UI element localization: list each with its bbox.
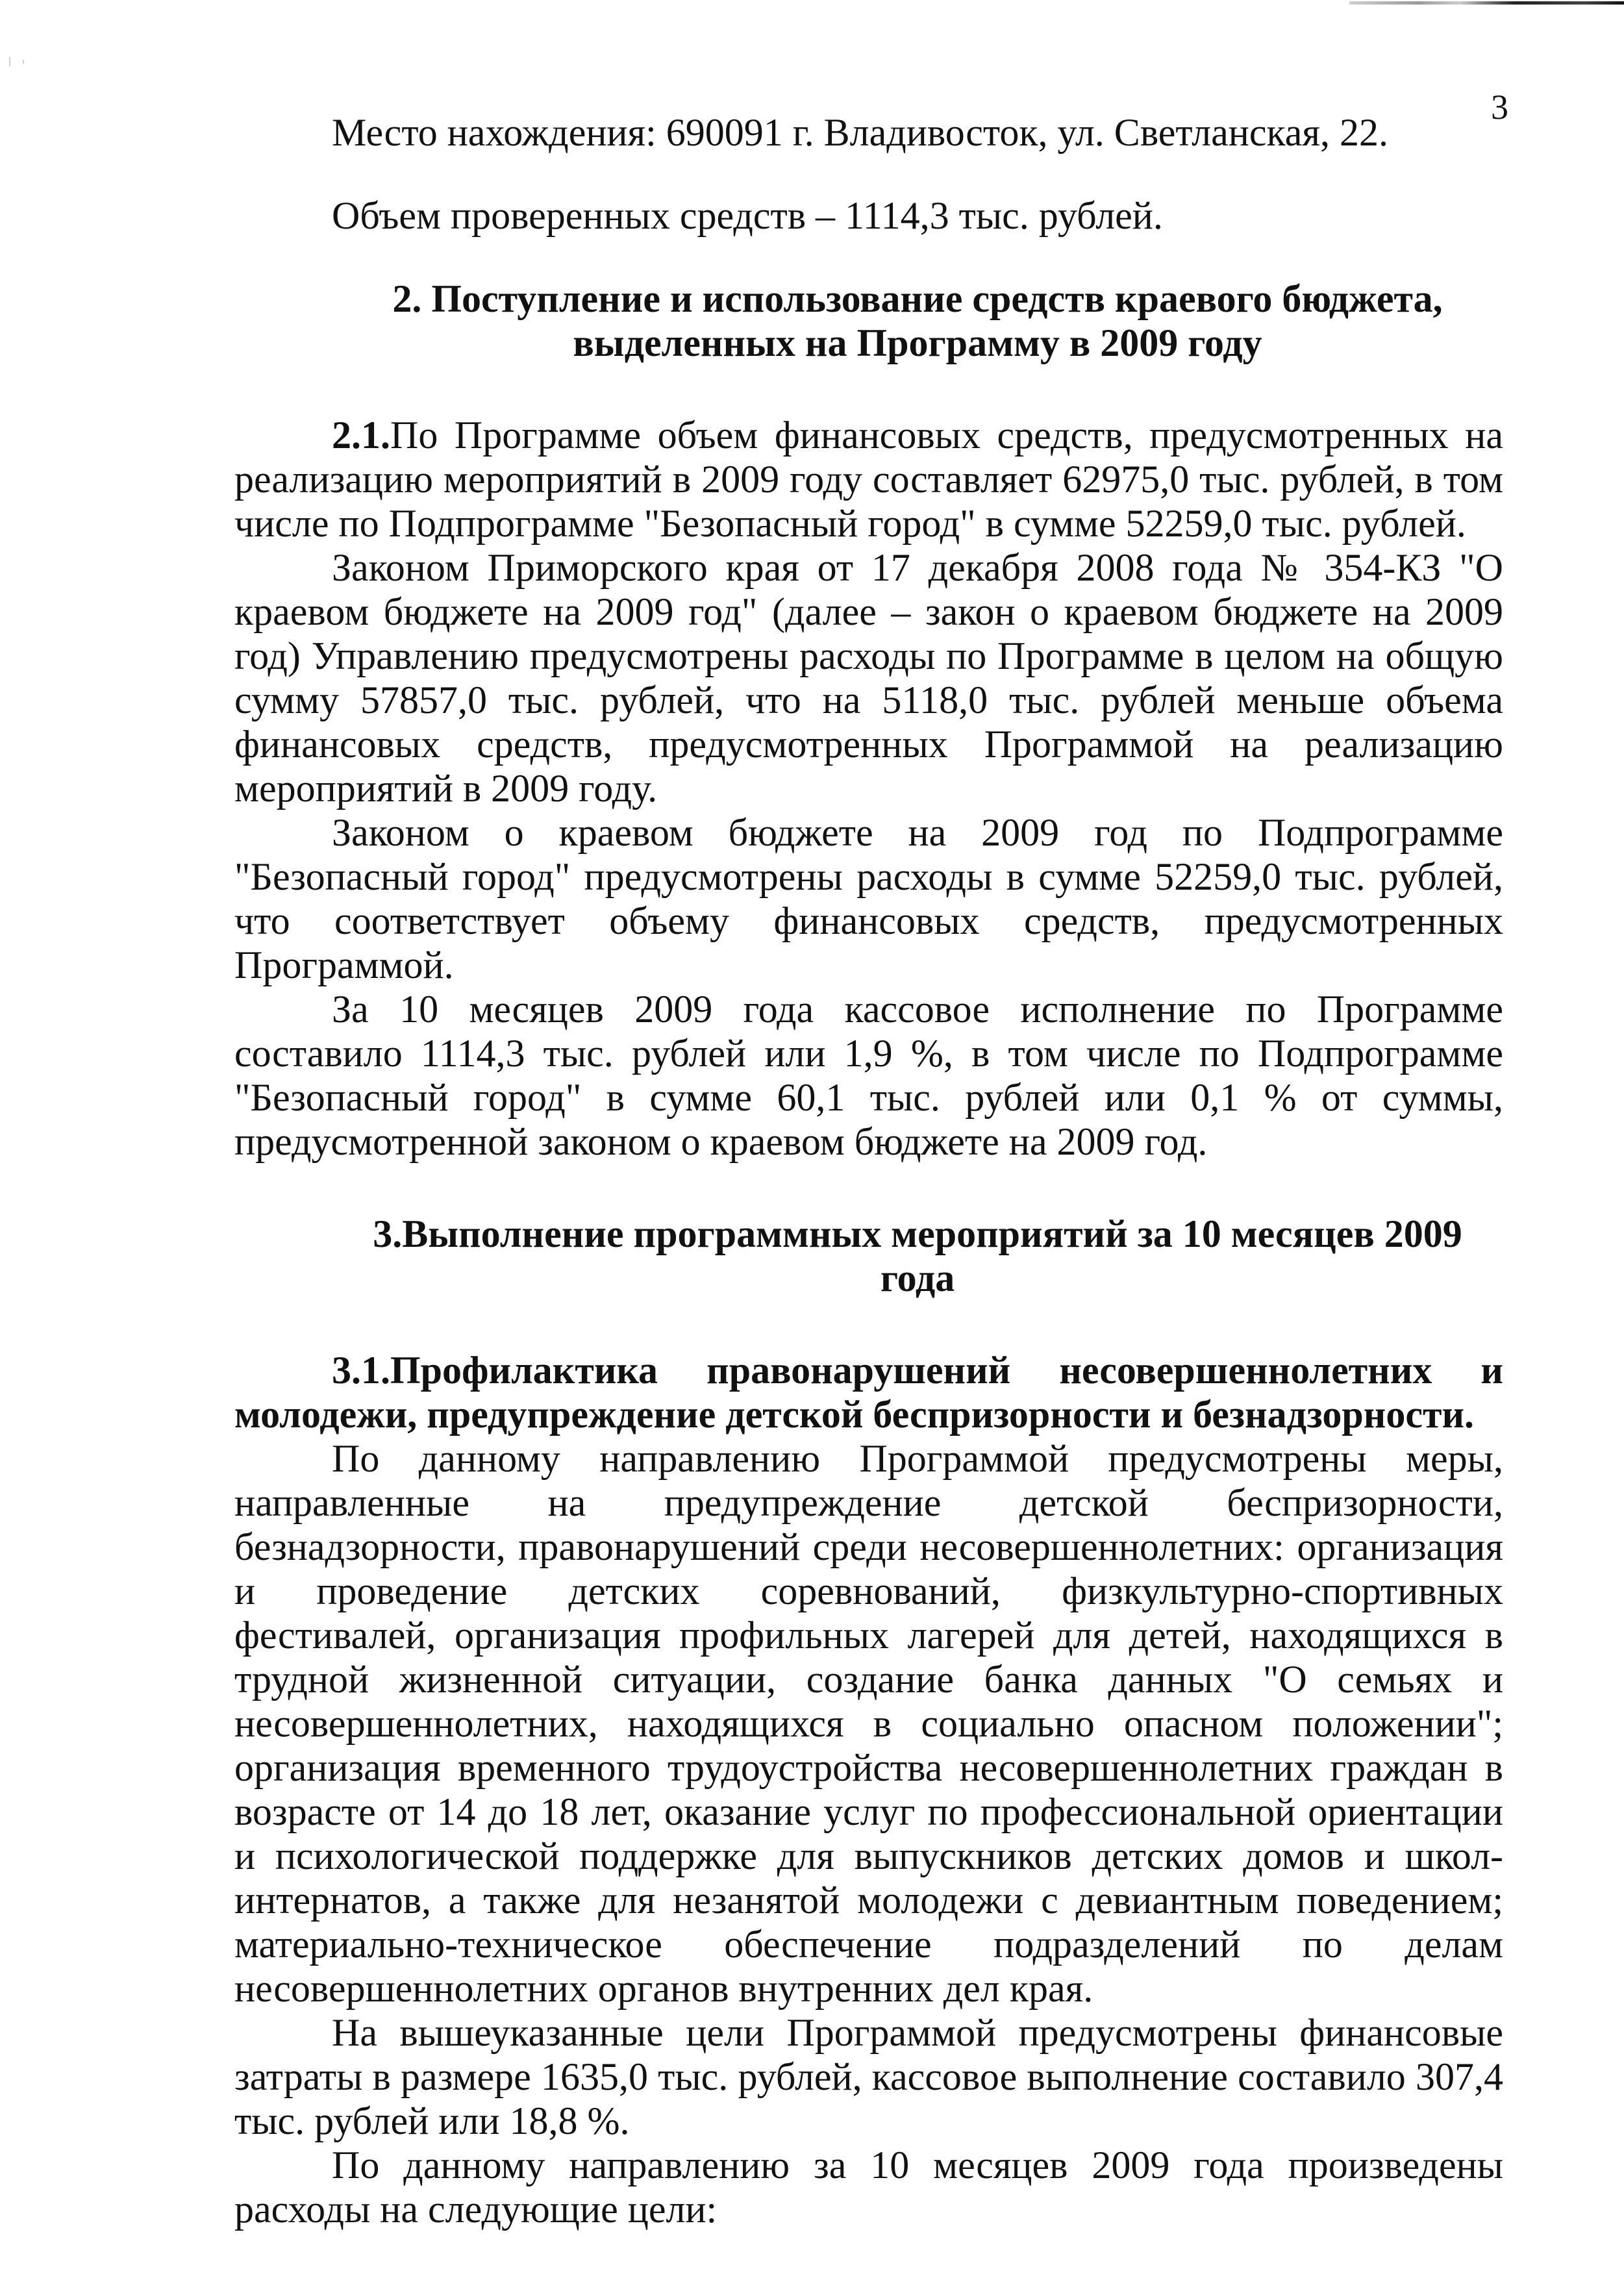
scan-speck bbox=[23, 60, 24, 64]
paragraph-number: 2.1. bbox=[332, 414, 390, 457]
paragraph-measures: По данному направлению Программой предусмотрены меры, направленные на предупреждение детской беспризорности, безнадзорности, правонарушений среди несовершеннолетних: организация и проведение детских соревнований, физкультурно-спортивных фестивалей, организация профильных лагерей для детей, находящихся в трудной жизненной ситуации, создание банка данных "О семьях и несовершеннолетних, находящихся в социально опасном положении"; организация временного трудоустройства несовершеннолетних граждан в возрасте от 14 до 18 лет, оказание услуг по профессиональной ориентации и психологической поддержке для выпускников детских домов и школ-интернатов, а также для незанятой молодежи с девиантным поведением; материально-техническое обеспечение подразделений по делам несовершеннолетних органов внутренних дел края. bbox=[234, 1437, 1503, 2010]
section-2-heading bbox=[234, 277, 1503, 365]
scan-edge-artifact bbox=[1349, 1, 1624, 5]
subsection-3-1-heading: 3.1.Профилактика правонарушений несовершеннолетних и молодежи, предупреждение детской беспризорности и безнадзорности. bbox=[234, 1349, 1503, 1436]
section-2-heading-line-2: выделенных на Программу в 2009 году bbox=[573, 321, 1262, 364]
page-number: 3 bbox=[1491, 88, 1508, 127]
scan-speck bbox=[9, 57, 10, 66]
section-3-heading: 3.Выполнение программных мероприятий за 10 месяцев 2009 года bbox=[373, 1212, 1462, 1299]
paragraph-subprogram-budget: Законом о краевом бюджете на 2009 год по Подпрограмме "Безопасный город" предусмотрены расходы в сумме 52259,0 тыс. рублей, что соответствует объему финансовых средств, предусмотренных Программой. bbox=[234, 811, 1503, 986]
paragraph-cash-execution: За 10 месяцев 2009 года кассовое исполнение по Программе составило 1114,3 тыс. рублей или 1,9 %, в том числе по Подпрограмме "Безопасный город" в сумме 60,1 тыс. рублей или 0,1 % от суммы, предусмотренной законом о краевом бюджете на 2009 год. bbox=[234, 988, 1503, 1163]
paragraph-text: По Программе объем финансовых средств, предусмотренных на реализацию мероприятий в 2009 году составляет 62975,0 тыс. рублей, в том числе по Подпрограмме "Безопасный город" в сумме 52259,0 тыс. рублей. bbox=[234, 414, 1503, 545]
paragraph-2-1 bbox=[234, 413, 1503, 545]
section-2-heading-line-1: 2. Поступление и использование средств краевого бюджета, bbox=[392, 277, 1443, 320]
audited-volume-line: Объем проверенных средств – 1114,3 тыс. рублей. bbox=[332, 194, 1163, 237]
document-body bbox=[234, 110, 1503, 2231]
paragraph-budget-law: Законом Приморского края от 17 декабря 2008 года № 354-КЗ "О краевом бюджете на 2009 год" (далее – закон о краевом бюджете на 2009 год) Управлению предусмотрены расходы по Программе в целом на общую сумму 57857,0 тыс. рублей, что на 5118,0 тыс. рублей меньше объема финансовых средств, предусмотренных Программой на реализацию мероприятий в 2009 году. bbox=[234, 546, 1503, 810]
paragraph-expenses-intro: По данному направлению за 10 месяцев 2009 года произведены расходы на следующие цели: bbox=[234, 2144, 1503, 2231]
location-line: Место нахождения: 690091 г. Владивосток, ул. Светланская, 22. bbox=[332, 111, 1388, 154]
paragraph-financial-costs: На вышеуказанные цели Программой предусмотрены финансовые затраты в размере 1635,0 тыс. рублей, кассовое выполнение составило 307,4 тыс. рублей или 18,8 %. bbox=[234, 2011, 1503, 2142]
